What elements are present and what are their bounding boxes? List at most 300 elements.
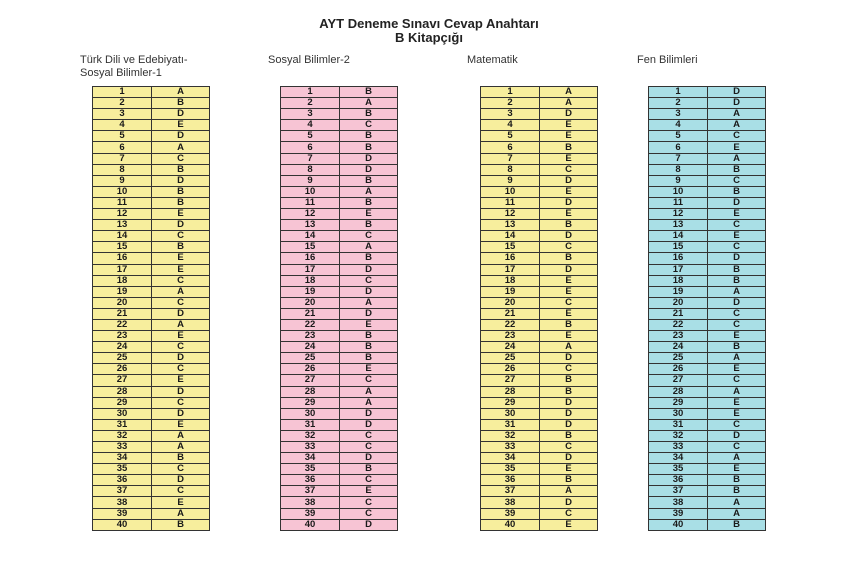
answer-cell: E [708,464,766,475]
question-number: 40 [481,519,540,530]
table-row [93,297,210,308]
question-number: 20 [649,297,708,308]
table-row [481,331,598,342]
question-number: 23 [93,331,152,342]
table-row [649,308,766,319]
question-number: 23 [281,331,340,342]
table-row [93,142,210,153]
table-row [649,209,766,220]
question-number: 15 [649,242,708,253]
answer-cell: C [152,342,210,353]
answer-cell: E [152,497,210,508]
question-number: 8 [481,164,540,175]
answer-cell: D [152,475,210,486]
question-number: 13 [481,220,540,231]
question-number: 2 [93,98,152,109]
answer-cell: D [152,109,210,120]
question-number: 27 [481,375,540,386]
answer-cell: B [540,253,598,264]
table-row [481,519,598,530]
question-number: 31 [481,419,540,430]
question-number: 29 [649,397,708,408]
answer-cell: C [340,508,398,519]
answer-cell: D [152,408,210,419]
answer-table-fen [648,86,766,531]
answer-cell: B [340,175,398,186]
question-number: 10 [281,186,340,197]
question-number: 9 [93,175,152,186]
answer-cell: C [708,375,766,386]
question-number: 13 [93,220,152,231]
question-number: 33 [93,442,152,453]
section-header-turk-dili [80,54,188,80]
answer-cell: A [340,242,398,253]
answer-cell: D [540,397,598,408]
table-row [481,475,598,486]
table-row [481,98,598,109]
table-row [281,231,398,242]
answer-cell: E [540,275,598,286]
question-number: 32 [93,430,152,441]
table-row [281,164,398,175]
table-row [481,142,598,153]
table-row [649,297,766,308]
answer-cell: B [152,453,210,464]
answer-cell: D [708,98,766,109]
answer-cell: C [152,297,210,308]
table-row [481,220,598,231]
question-number: 9 [649,175,708,186]
answer-cell: B [340,253,398,264]
section-header-line1: Sosyal Bilimler-2 [268,54,350,66]
question-number: 37 [281,486,340,497]
question-number: 10 [481,186,540,197]
question-number: 24 [93,342,152,353]
table-row [281,242,398,253]
question-number: 17 [93,264,152,275]
table-row [93,175,210,186]
table-row [649,197,766,208]
answer-cell: A [340,397,398,408]
answer-cell: D [340,453,398,464]
answer-cell: D [340,164,398,175]
question-number: 18 [649,275,708,286]
table-row [481,497,598,508]
question-number: 6 [93,142,152,153]
answer-cell: A [340,297,398,308]
table-row [649,220,766,231]
table-row [649,87,766,98]
table-row [281,375,398,386]
question-number: 38 [281,497,340,508]
table-row [481,408,598,419]
question-number: 24 [281,342,340,353]
table-row [93,153,210,164]
question-number: 5 [649,131,708,142]
answer-cell: D [340,308,398,319]
answer-cell: E [340,364,398,375]
table-row [649,397,766,408]
answer-cell: B [152,242,210,253]
question-number: 36 [281,475,340,486]
table-row [281,253,398,264]
answer-cell: E [540,519,598,530]
table-row [481,87,598,98]
answer-cell: C [708,308,766,319]
booklet-subtitle: B Kitapçığı [395,30,463,45]
section-header-line2: Sosyal Bilimler-1 [80,67,162,79]
question-number: 27 [649,375,708,386]
answer-cell: D [152,220,210,231]
answer-cell: C [340,231,398,242]
question-number: 14 [281,231,340,242]
answer-cell: E [540,331,598,342]
question-number: 3 [93,109,152,120]
question-number: 39 [649,508,708,519]
table-row [93,131,210,142]
question-number: 34 [281,453,340,464]
answer-cell: E [540,153,598,164]
table-row [281,286,398,297]
question-number: 33 [281,442,340,453]
question-number: 3 [281,109,340,120]
table-row [93,364,210,375]
answer-cell: D [540,264,598,275]
answer-cell: A [708,508,766,519]
question-number: 28 [93,386,152,397]
question-number: 18 [93,275,152,286]
question-number: 16 [649,253,708,264]
question-number: 33 [649,442,708,453]
section-header-line1: Matematik [467,54,518,66]
question-number: 9 [481,175,540,186]
answer-cell: C [152,231,210,242]
table-row [481,375,598,386]
table-row [481,164,598,175]
question-number: 7 [281,153,340,164]
question-number: 21 [281,308,340,319]
question-number: 8 [649,164,708,175]
answer-cell: D [540,109,598,120]
question-number: 39 [481,508,540,519]
table-row [93,164,210,175]
answer-cell: C [708,319,766,330]
table-row [93,353,210,364]
question-number: 21 [481,308,540,319]
answer-cell: C [340,120,398,131]
table-row [281,319,398,330]
answer-cell: A [708,286,766,297]
answer-cell: C [340,475,398,486]
question-number: 39 [281,508,340,519]
question-number: 6 [281,142,340,153]
question-number: 32 [649,430,708,441]
section-header-fen [637,54,698,67]
question-number: 30 [93,408,152,419]
question-number: 12 [481,209,540,220]
answer-cell: B [152,197,210,208]
question-number: 12 [93,209,152,220]
table-row [481,264,598,275]
question-number: 33 [481,442,540,453]
table-row [93,275,210,286]
question-number: 20 [93,297,152,308]
answer-cell: B [340,220,398,231]
answer-cell: B [540,319,598,330]
answer-cell: A [340,386,398,397]
table-row [649,375,766,386]
answer-cell: E [152,120,210,131]
table-row [481,319,598,330]
answer-cell: A [708,353,766,364]
table-row [93,231,210,242]
question-number: 2 [649,98,708,109]
answer-cell: D [540,453,598,464]
answer-cell: D [540,419,598,430]
table-row [481,297,598,308]
answer-cell: B [540,220,598,231]
table-row [93,453,210,464]
question-number: 25 [481,353,540,364]
table-row [649,142,766,153]
answer-cell: B [708,275,766,286]
answer-cell: B [708,519,766,530]
table-row [481,153,598,164]
answer-cell: E [708,231,766,242]
question-number: 22 [649,319,708,330]
answer-cell: D [708,430,766,441]
question-number: 28 [281,386,340,397]
answer-cell: E [340,319,398,330]
question-number: 23 [649,331,708,342]
table-row [93,408,210,419]
question-number: 9 [281,175,340,186]
answer-cell: E [708,331,766,342]
answer-cell: A [540,98,598,109]
table-row [649,475,766,486]
table-row [649,508,766,519]
table-row [649,331,766,342]
answer-cell: B [152,98,210,109]
answer-cell: B [340,197,398,208]
table-row [281,109,398,120]
question-number: 10 [649,186,708,197]
table-row [281,98,398,109]
answer-cell: E [708,397,766,408]
question-number: 1 [649,87,708,98]
table-row [649,175,766,186]
section-header-line1: Fen Bilimleri [637,54,698,66]
answer-cell: A [708,109,766,120]
answer-cell: B [340,131,398,142]
question-number: 26 [481,364,540,375]
answer-cell: A [152,142,210,153]
answer-cell: E [540,186,598,197]
answer-cell: E [540,131,598,142]
answer-cell: A [152,508,210,519]
answer-cell: E [540,464,598,475]
question-number: 16 [93,253,152,264]
answer-cell: E [708,364,766,375]
question-number: 36 [93,475,152,486]
table-row [649,120,766,131]
question-number: 2 [281,98,340,109]
table-row [649,242,766,253]
page-title: AYT Deneme Sınavı Cevap Anahtarı [319,16,539,31]
answer-cell: A [340,186,398,197]
table-row [93,308,210,319]
table-row [481,397,598,408]
section-header-matematik [467,54,518,67]
answer-cell: D [152,308,210,319]
answer-cell: B [340,87,398,98]
question-number: 22 [281,319,340,330]
answer-cell: B [540,375,598,386]
answer-cell: A [540,342,598,353]
table-row [281,220,398,231]
question-number: 17 [281,264,340,275]
table-row [481,308,598,319]
table-row [281,497,398,508]
answer-cell: E [540,308,598,319]
answer-cell: D [340,408,398,419]
question-number: 38 [649,497,708,508]
table-row [481,253,598,264]
answer-cell: A [708,453,766,464]
answer-cell: C [708,220,766,231]
table-row [481,275,598,286]
table-row [93,253,210,264]
table-row [93,508,210,519]
answer-cell: B [340,353,398,364]
answer-cell: C [540,297,598,308]
question-number: 19 [93,286,152,297]
table-row [281,342,398,353]
question-number: 22 [93,319,152,330]
table-row [281,308,398,319]
question-number: 36 [481,475,540,486]
answer-cell: C [708,175,766,186]
question-number: 22 [481,319,540,330]
question-number: 31 [649,419,708,430]
answer-cell: C [540,242,598,253]
table-row [481,464,598,475]
table-row [481,342,598,353]
question-number: 37 [481,486,540,497]
question-number: 14 [649,231,708,242]
answer-cell: D [540,197,598,208]
answer-cell: B [540,430,598,441]
question-number: 38 [481,497,540,508]
answer-cell: C [540,508,598,519]
table-row [281,442,398,453]
answer-cell: C [152,464,210,475]
table-row [281,519,398,530]
table-row [649,464,766,475]
table-row [649,486,766,497]
table-row [281,120,398,131]
table-row [649,364,766,375]
question-number: 16 [281,253,340,264]
answer-cell: E [152,331,210,342]
table-row [93,497,210,508]
table-row [281,486,398,497]
question-number: 5 [481,131,540,142]
answer-cell: A [152,442,210,453]
answer-cell: E [152,209,210,220]
question-number: 38 [93,497,152,508]
answer-cell: A [152,286,210,297]
table-row [481,453,598,464]
answer-cell: B [708,186,766,197]
answer-cell: C [152,397,210,408]
table-row [649,253,766,264]
question-number: 29 [281,397,340,408]
table-row [481,242,598,253]
question-number: 5 [281,131,340,142]
table-row [481,286,598,297]
answer-cell: D [540,408,598,419]
answer-cell: D [340,286,398,297]
question-number: 7 [649,153,708,164]
answer-cell: E [340,209,398,220]
question-number: 26 [649,364,708,375]
question-number: 26 [93,364,152,375]
section-header-line1: Türk Dili ve Edebiyatı- [80,54,188,66]
table-row [93,342,210,353]
table-row [281,275,398,286]
table-row [281,408,398,419]
question-number: 40 [649,519,708,530]
table-row [93,442,210,453]
question-number: 27 [93,375,152,386]
answer-cell: A [152,430,210,441]
table-row [281,142,398,153]
table-row [93,475,210,486]
answer-cell: E [708,142,766,153]
question-number: 35 [93,464,152,475]
question-number: 32 [481,430,540,441]
table-row [649,408,766,419]
table-row [281,186,398,197]
table-row [93,98,210,109]
question-number: 23 [481,331,540,342]
answer-cell: E [540,209,598,220]
table-row [93,220,210,231]
answer-cell: B [708,264,766,275]
table-row [481,197,598,208]
question-number: 20 [481,297,540,308]
table-row [481,364,598,375]
table-row [281,209,398,220]
question-number: 4 [649,120,708,131]
table-row [649,286,766,297]
table-row [649,497,766,508]
table-row [649,430,766,441]
question-number: 35 [281,464,340,475]
table-row [281,508,398,519]
table-row [281,297,398,308]
table-row [281,264,398,275]
question-number: 2 [481,98,540,109]
answer-cell: C [540,442,598,453]
answer-cell: B [708,486,766,497]
question-number: 34 [481,453,540,464]
question-number: 15 [93,242,152,253]
question-number: 8 [281,164,340,175]
table-row [93,386,210,397]
answer-cell: E [152,264,210,275]
